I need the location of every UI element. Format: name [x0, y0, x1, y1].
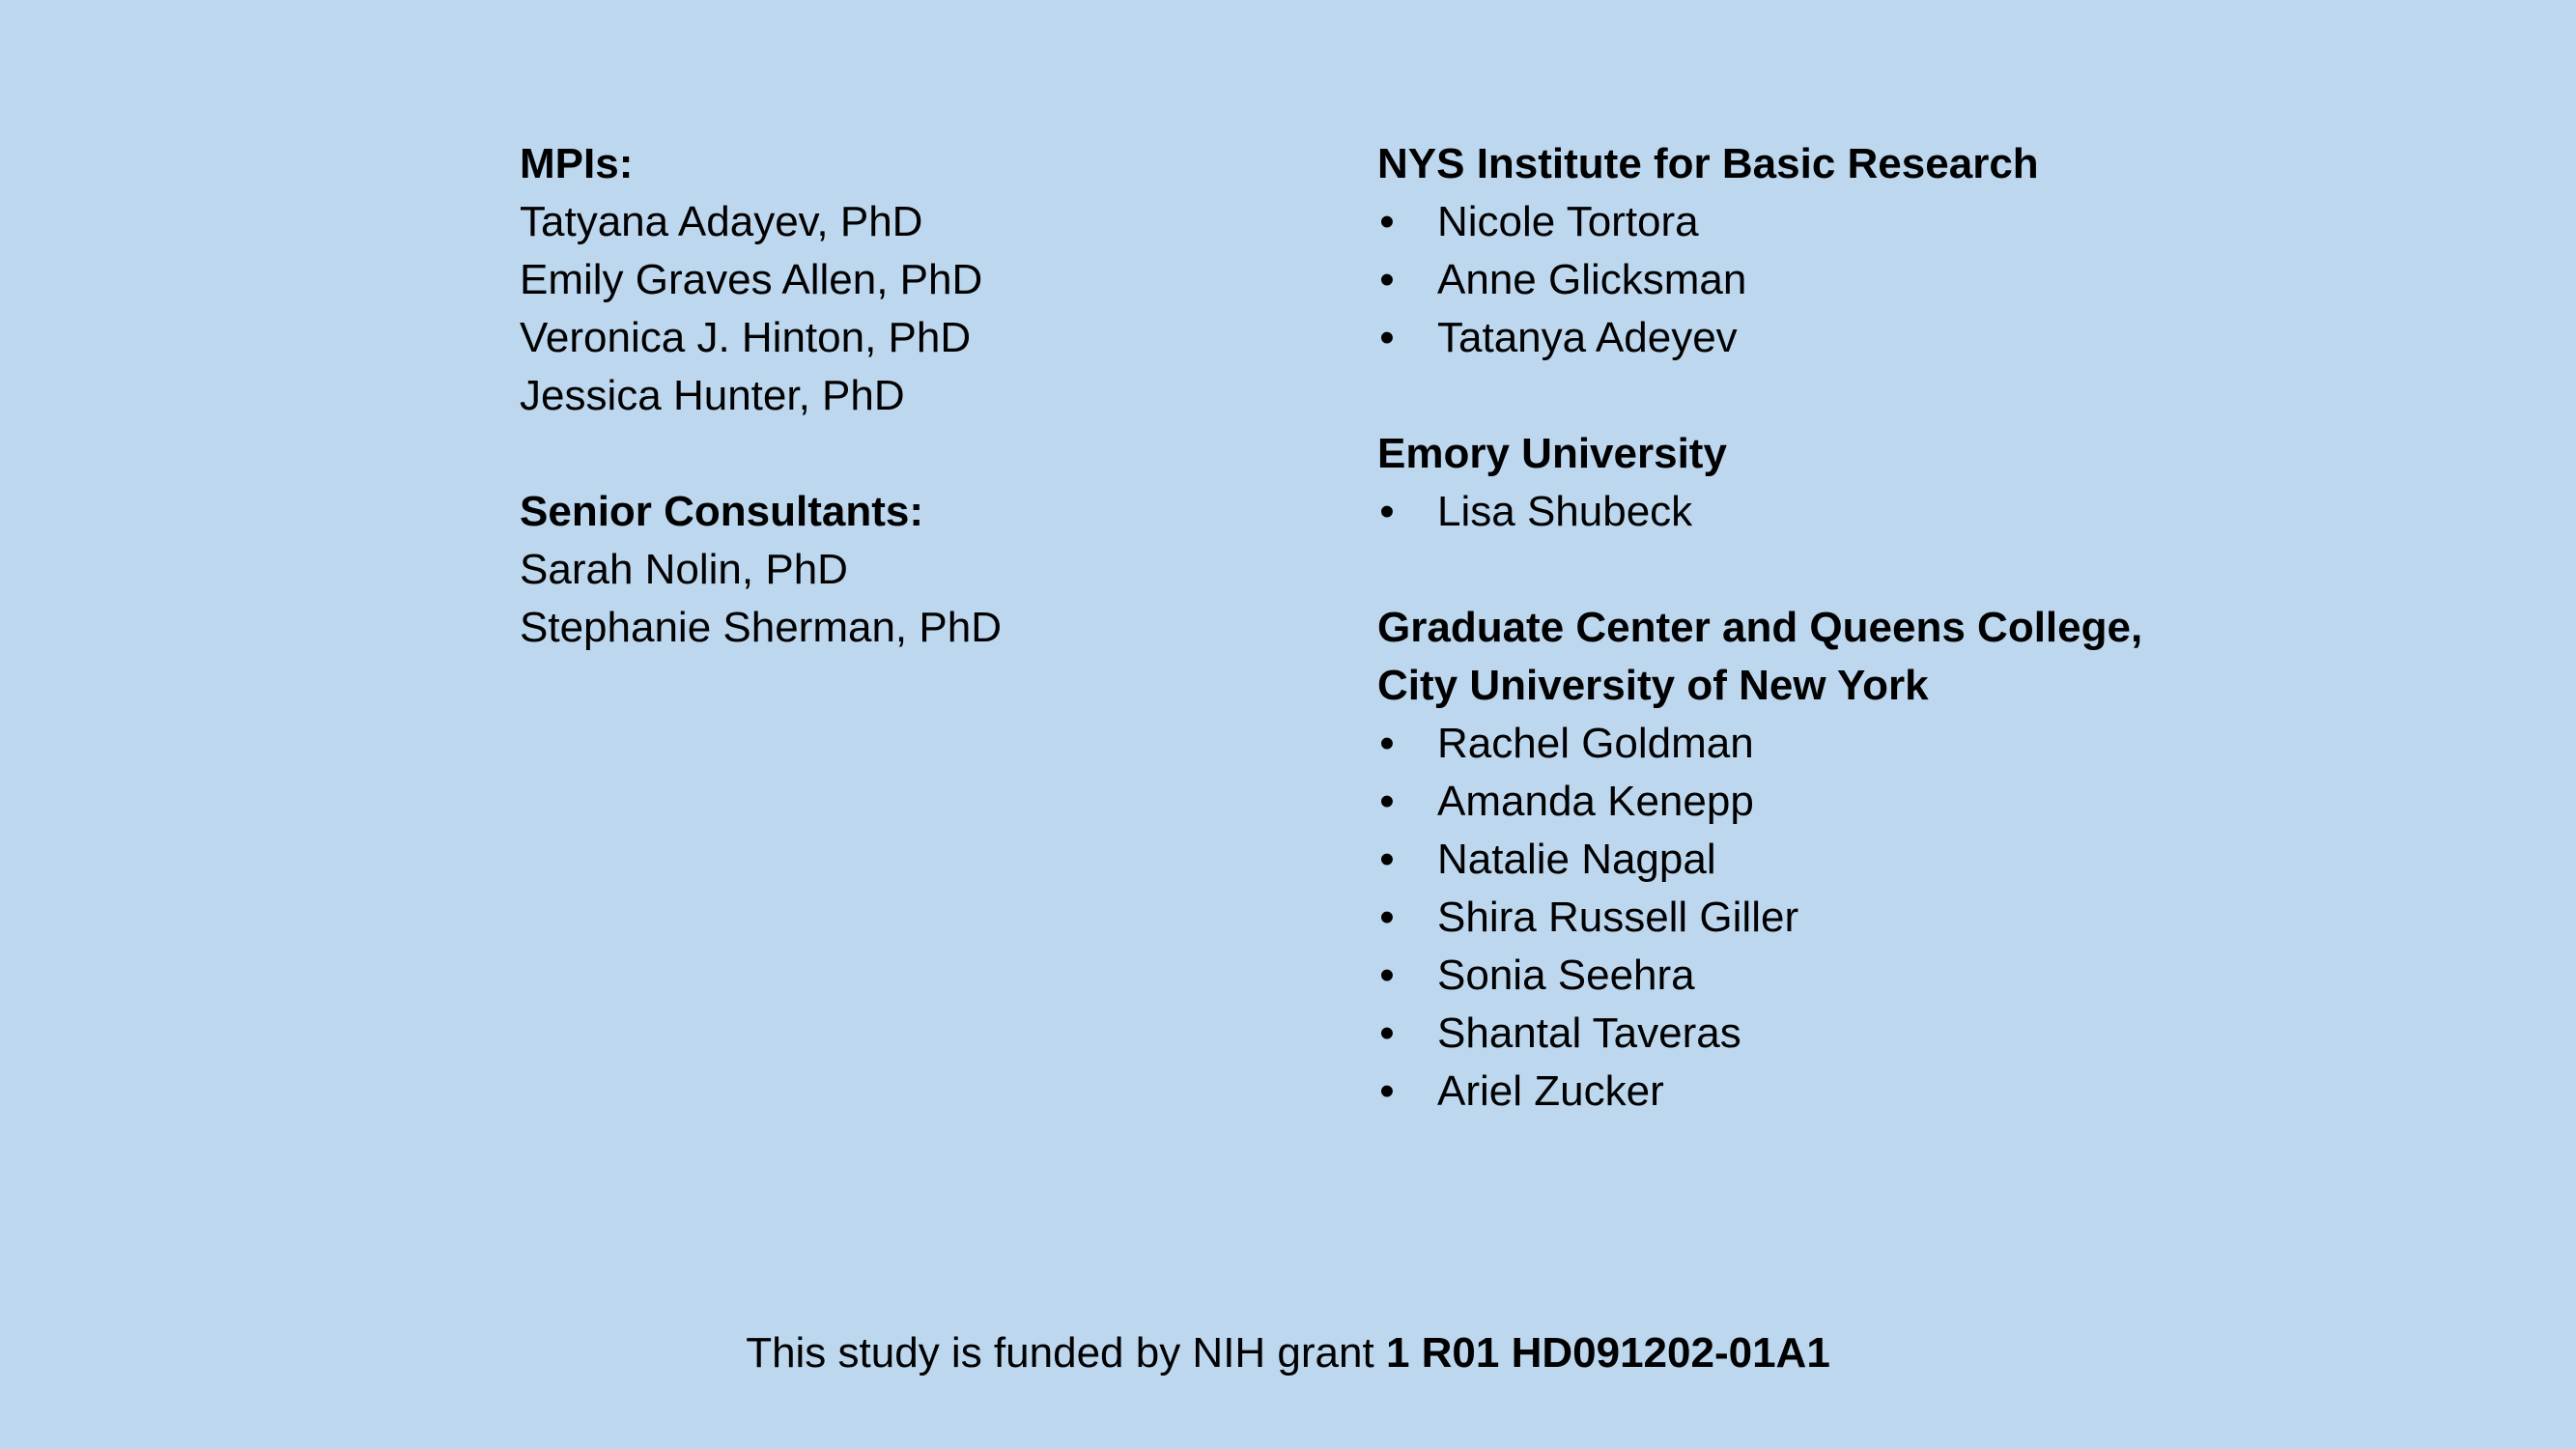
section-spacer [1377, 367, 2420, 425]
bullet-icon: • [1379, 1067, 1395, 1115]
bullet-icon: • [1379, 256, 1395, 303]
bullet-icon: • [1379, 836, 1395, 883]
consultants-section [520, 483, 1312, 657]
bullet-icon: • [1379, 778, 1395, 825]
list-item [1377, 889, 2420, 947]
nys-list [1377, 193, 2420, 367]
member-name: Shantal Taveras [1437, 1009, 1741, 1057]
funding-text: This study is funded by NIH grant [746, 1329, 1386, 1377]
nys-heading: NYS Institute for Basic Research [1377, 140, 2039, 187]
bullet-icon: • [1379, 488, 1395, 535]
emory-list [1377, 483, 2420, 541]
emory-heading: Emory University [1377, 430, 1727, 477]
bullet-icon: • [1379, 1009, 1395, 1057]
member-name: Ariel Zucker [1437, 1067, 1664, 1115]
list-item [1377, 483, 2420, 541]
member-name: Anne Glicksman [1437, 256, 1747, 303]
mpi-name: Veronica J. Hinton, PhD [520, 314, 972, 361]
cuny-heading-line1: Graduate Center and Queens College, [1377, 604, 2143, 651]
member-name: Shira Russell Giller [1437, 894, 1799, 941]
mpi-name: Emily Graves Allen, PhD [520, 256, 983, 303]
mpi-name: Jessica Hunter, PhD [520, 372, 905, 419]
member-name: Natalie Nagpal [1437, 836, 1716, 883]
list-item [1377, 715, 2420, 773]
cuny-heading-line2: City University of New York [1377, 662, 1929, 709]
mpis-section [520, 135, 1312, 425]
list-item [1377, 773, 2420, 831]
list-item [1377, 251, 2420, 309]
section-spacer [520, 425, 1312, 483]
bullet-icon: • [1379, 198, 1395, 245]
consultant-name: Stephanie Sherman, PhD [520, 604, 1002, 651]
list-item [1377, 1005, 2420, 1063]
bullet-icon: • [1379, 894, 1395, 941]
cuny-list [1377, 715, 2420, 1121]
cuny-section [1377, 599, 2420, 1121]
member-name: Nicole Tortora [1437, 198, 1699, 245]
consultant-name: Sarah Nolin, PhD [520, 546, 848, 593]
list-item [1377, 831, 2420, 889]
bullet-icon: • [1379, 314, 1395, 361]
member-name: Lisa Shubeck [1437, 488, 1693, 535]
right-column [1377, 135, 2420, 1121]
consultants-heading: Senior Consultants: [520, 488, 924, 535]
member-name: Amanda Kenepp [1437, 778, 1754, 825]
list-item [1377, 947, 2420, 1005]
list-item [1377, 193, 2420, 251]
list-item [1377, 1063, 2420, 1121]
nys-section [1377, 135, 2420, 367]
member-name: Rachel Goldman [1437, 720, 1754, 767]
left-column [520, 135, 1312, 657]
emory-section [1377, 425, 2420, 541]
section-spacer [1377, 541, 2420, 599]
bullet-icon: • [1379, 952, 1395, 999]
mpi-name: Tatyana Adayev, PhD [520, 198, 923, 245]
funding-footer [0, 1324, 2576, 1382]
list-item [1377, 309, 2420, 367]
mpis-heading: MPIs: [520, 140, 634, 187]
member-name: Tatanya Adeyev [1437, 314, 1738, 361]
grant-number: 1 R01 HD091202-01A1 [1385, 1329, 1830, 1377]
bullet-icon: • [1379, 720, 1395, 767]
member-name: Sonia Seehra [1437, 952, 1695, 999]
